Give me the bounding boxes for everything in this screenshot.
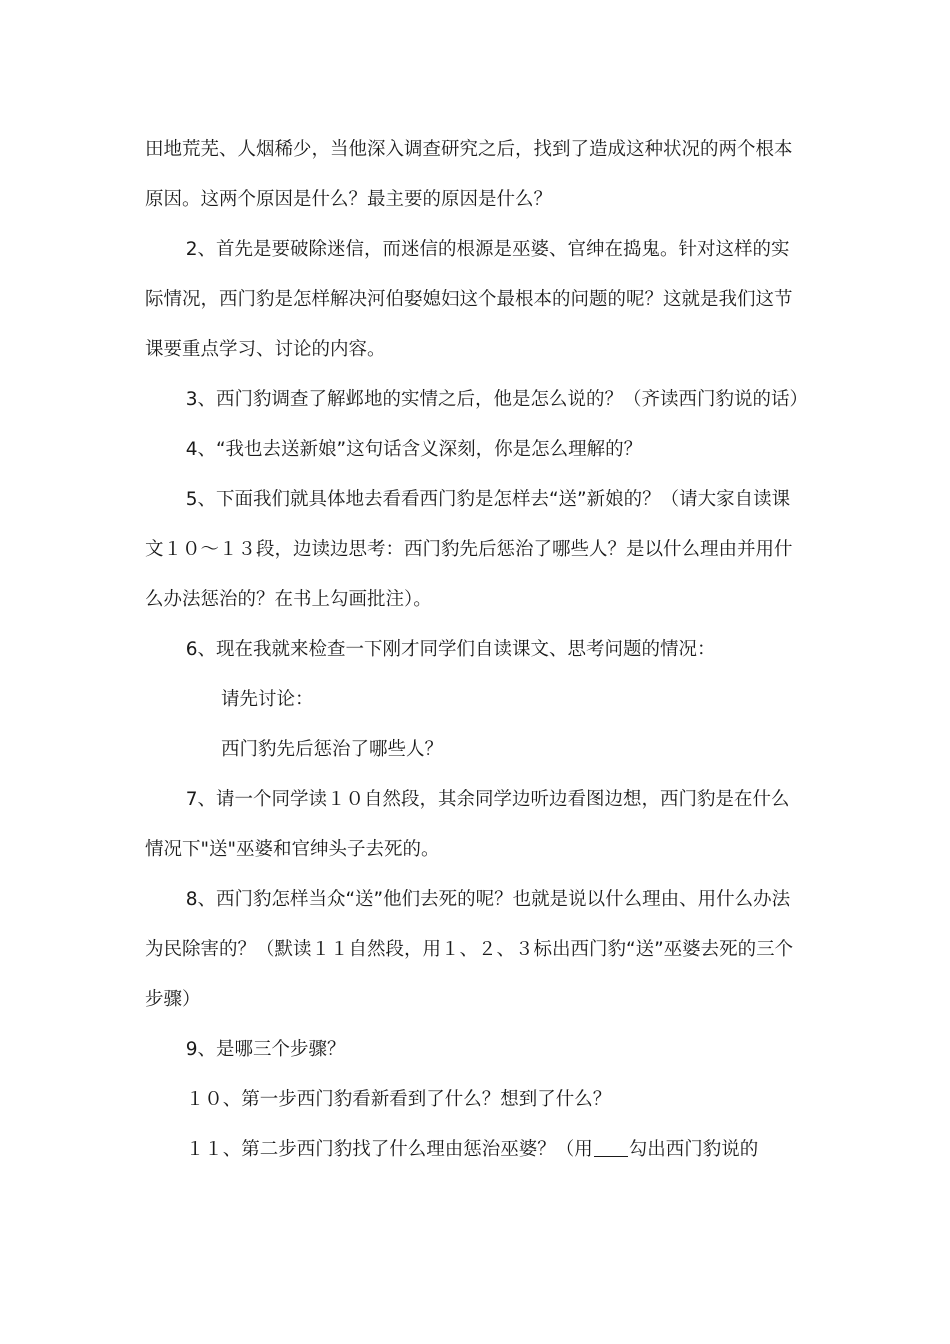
paragraph-item-8: 8、西门豹怎样当众“送”他们去死的呢？也就是说以什么理由、用什么办法为民除害的？（默读１１自然段，用１、２、３标出西门豹“送”巫婆去死的三个步骤） bbox=[145, 889, 794, 1010]
paragraph-item-7: 7、请一个同学读１０自然段，其余同学边听边看图边想，西门豹是在什么情况下"送"巫婆和官绅头子去死的。 bbox=[145, 789, 790, 860]
paragraph-item-11-end: 勾出西门豹说的 bbox=[628, 1139, 759, 1160]
paragraph-item-2: 2、首先是要破除迷信，而迷信的根源是巫婆、官绅在捣鬼。针对这样的实际情况，西门豹是怎样解决河伯娶媳妇这个最根本的问题的呢？这就是我们这节课要重点学习、讨论的内容。 bbox=[145, 239, 793, 360]
paragraph-discussion-prompt: 请先讨论： bbox=[221, 689, 314, 710]
paragraph-item-6: 6、现在我就来检查一下刚才同学们自读课文、思考问题的情况： bbox=[185, 639, 716, 660]
paragraph-item-3: 3、西门豹调查了解邺地的实情之后，他是怎么说的？（齐读西门豹说的话） bbox=[185, 389, 808, 410]
paragraph-item-9: 9、是哪三个步骤？ bbox=[185, 1039, 346, 1060]
paragraph-item-4: 4、“我也去送新娘”这句话含义深刻，你是怎么理解的？ bbox=[185, 439, 643, 460]
paragraph-item-5: 5、下面我们就具体地去看看西门豹是怎样去“送”新娘的？（请大家自读课文１０～１３段，边读边思考：西门豹先后惩治了哪些人？是以什么理由并用什么办法惩治的？在书上勾画批注）。 bbox=[145, 489, 793, 610]
paragraph-item-10: １０、第一步西门豹看新看到了什么？想到了什么？ bbox=[185, 1089, 612, 1110]
paragraph-continuation: 田地荒芜、人烟稀少，当他深入调查研究之后，找到了造成这种状况的两个根本原因。这两个原因是什么？最主要的原因是什么？ bbox=[145, 139, 793, 210]
paragraph-discussion-question: 西门豹先后惩治了哪些人？ bbox=[221, 739, 444, 760]
paragraph-item-11-start: １１、第二步西门豹找了什么理由惩治巫婆？（用 bbox=[185, 1139, 593, 1160]
document-body bbox=[145, 125, 808, 1175]
paragraph-item-11 bbox=[145, 1125, 800, 1175]
fill-in-blank-line bbox=[594, 1138, 628, 1158]
